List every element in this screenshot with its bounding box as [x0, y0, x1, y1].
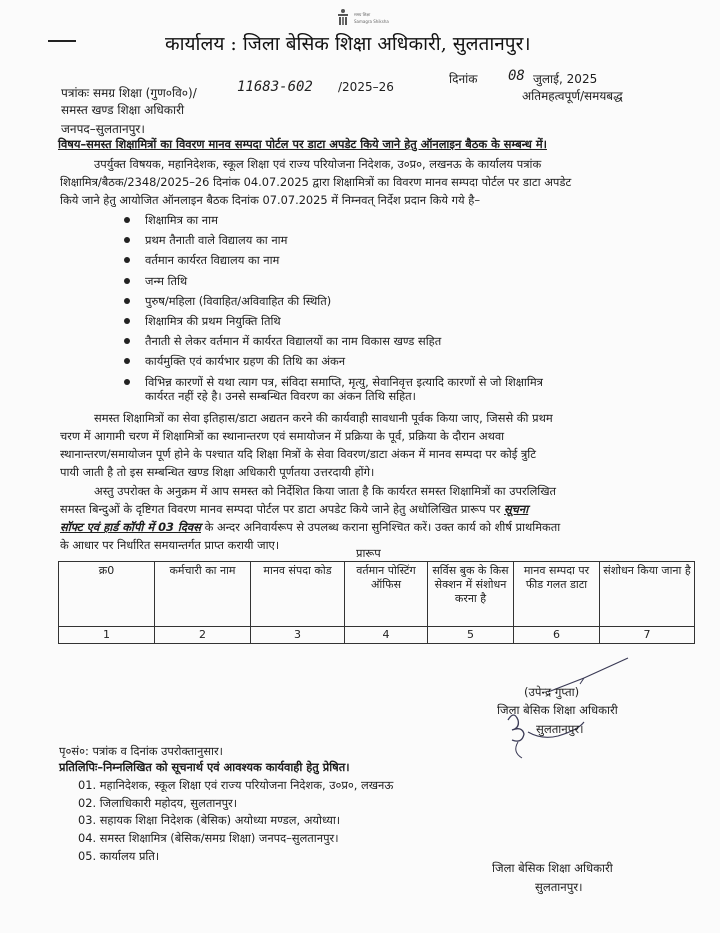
- list-item: वर्तमान कार्यरत विद्यालय का नाम: [124, 250, 543, 270]
- subject-line: विषय–समस्त शिक्षामित्रों का विवरण मानव सम्पदा पोर्टल पर डाटा अपडेट किये जाने हेतु ऑनलाइन बैठक के सम्बन्ध में।: [58, 137, 547, 151]
- emphasis-soft-hard-copy: सॉफ्ट एवं हार्ड कॉपी में 03 दिवस: [60, 520, 201, 534]
- table-header-row: [59, 562, 695, 627]
- table-cell: 2: [155, 627, 251, 644]
- bullet-icon: [124, 257, 130, 263]
- para3-line4: के आधार पर निर्धारित समयान्तर्गत प्राप्त करायी जाए।: [60, 538, 280, 552]
- table-header-cell: मानव सम्पदा पर फीड गलत डाटा: [514, 562, 600, 627]
- table-cell: 7: [600, 627, 695, 644]
- table-cell: 3: [251, 627, 345, 644]
- table-header-cell: क्र0: [59, 562, 155, 627]
- copy-item: 03. सहायक शिक्षा निदेशक (बेसिक) अयोध्या मण्डल, अयोध्या।: [78, 813, 341, 827]
- instruction-list: [124, 210, 543, 392]
- para3-line3: सॉफ्ट एवं हार्ड कॉपी में 03 दिवस के अन्दर अनिवार्यरूप से उपलब्ध कराना सुनिश्चित करें। उक्त कार्य को शीर्ष प्राथमिकता: [60, 520, 561, 534]
- para2-line2: चरण में आगामी चरण में शिक्षामित्रों का स्थानान्तरण एवं समायोजन में प्रक्रिया के पूर्व, प्रक्रिया के दौरान अथवा: [60, 429, 505, 443]
- signatory2-designation: जिला बेसिक शिक्षा अधिकारी: [492, 861, 613, 875]
- table-cell: 6: [514, 627, 600, 644]
- copy-item: 04. समस्त शिक्षामित्र (बेसिक/समग्र शिक्षा) जनपद–सुलतानपुर।: [78, 831, 339, 845]
- patrank-year: /2025–26: [338, 80, 394, 94]
- bullet-icon: [124, 338, 130, 344]
- copy-item: 02. जिलाधिकारी महोदय, सुलतानपुर।: [78, 796, 238, 810]
- table-header-cell: सर्विस बुक के किस सेक्शन में संशोधन करना है: [428, 562, 514, 627]
- patrank-handwritten: 11683-602: [237, 79, 313, 95]
- logo-text-hindi: समग्र शिक्षा: [354, 12, 371, 17]
- table-header-cell: कर्मचारी का नाम: [155, 562, 251, 627]
- signatory-place: सुलतानपुर।: [536, 722, 584, 736]
- copy-item: 05. कार्यालय प्रति।: [78, 849, 160, 863]
- list-item: तैनाती से लेकर वर्तमान में कार्यरत विद्यालयों का नाम विकास खण्ड सहित: [124, 331, 543, 351]
- para1-line3: किये जाने हेतु आयोजित ऑनलाइन बैठक दिनांक 07.07.2025 में निम्नवत् निर्देश प्रदान किये गये है–: [60, 193, 481, 207]
- table-cell: 4: [345, 627, 428, 644]
- list-item: जन्म तिथि: [124, 271, 543, 291]
- list-item: विभिन्न कारणों से यथा त्याग पत्र, संविदा समाप्ति, मृत्यु, सेवानिवृत्त इत्यादि कारणों से जो शिक्षामित्र: [124, 372, 543, 392]
- signatory-name: (उपेन्द्र गुप्ता): [524, 685, 580, 699]
- list-item: शिक्षामित्र की प्रथम नियुक्ति तिथि: [124, 311, 543, 331]
- para1-line2: शिक्षामित्र/बैठक/2348/2025–26 दिनांक 04.07.2025 द्वारा शिक्षामित्रों का विवरण मानव सम्पदा पोर्टल पर डाटा अपडेट: [60, 175, 572, 189]
- list-item: कार्यमुक्ति एवं कार्यभार ग्रहण की तिथि का अंकन: [124, 351, 543, 371]
- bullet-icon: [124, 379, 130, 385]
- signatory2-place: सुलतानपुर।: [535, 880, 583, 894]
- table-header-cell: संशोधन किया जाना है: [600, 562, 695, 627]
- bullet-icon: [124, 318, 130, 324]
- bullet-icon: [124, 237, 130, 243]
- signatory-designation: जिला बेसिक शिक्षा अधिकारी: [497, 703, 618, 717]
- logo-icon: [336, 8, 350, 26]
- table-cell: 1: [59, 627, 155, 644]
- priority-note: अतिमहत्वपूर्ण/समयबद्ध: [522, 89, 623, 103]
- bullet-continuation: कार्यरत नहीं रहे है। उनसे सम्बन्धित विवरण का अंकन तिथि सहित।: [145, 389, 416, 403]
- bullet-icon: [124, 217, 130, 223]
- addressee-line2: जनपद–सुलतानपुर।: [61, 122, 145, 136]
- bullet-icon: [124, 298, 130, 304]
- bullet-icon: [124, 358, 130, 364]
- dinank-label: दिनांक: [449, 72, 478, 86]
- table-header-cell: मानव संपदा कोड: [251, 562, 345, 627]
- bullet-icon: [124, 278, 130, 284]
- para3-line2: समस्त बिन्दुओं के दृष्टिगत विवरण मानव सम्पदा पोर्टल पर डाटा अपडेट किये जाने हेतु अधोलिखित प्रारूप पर सूचना: [60, 502, 529, 516]
- dinank-value: जुलाई, 2025: [533, 72, 598, 86]
- para2-line1: समस्त शिक्षामित्रों का सेवा इतिहास/डाटा अद्यतन करने की कार्यवाही सावधानी पूर्वक किया जाए, जिससे की प्रथम: [94, 411, 553, 425]
- office-title: कार्यालय : जिला बेसिक शिक्षा अधिकारी, सुलतानपुर।: [165, 33, 531, 55]
- para2-line4: पायी जाती है तो इस सम्बन्धित खण्ड शिक्षा अधिकारी पूर्णतया उत्तरदायी होंगे।: [60, 465, 375, 479]
- table-cell: 5: [428, 627, 514, 644]
- copy-header: प्रतिलिपिः–निम्नलिखित को सूचनार्थ एवं आवश्यक कार्यवाही हेतु प्रेषित।: [59, 760, 350, 774]
- copy-reference: पृ०सं०: पत्रांक व दिनांक उपरोक्तानुसार।: [59, 744, 223, 758]
- emphasis-suchna: सूचना: [503, 502, 529, 516]
- para1-line1: उपर्युक्त विषयक, महानिदेशक, स्कूल शिक्षा एवं राज्य परियोजना निदेशक, उ०प्र०, लखनऊ के कार्यालय पत्रांक: [94, 157, 542, 171]
- table-number-row: [59, 627, 695, 644]
- table-header-cell: वर्तमान पोस्टिंग ऑफिस: [345, 562, 428, 627]
- list-item: प्रथम तैनाती वाले विद्यालय का नाम: [124, 230, 543, 250]
- header-dash: [48, 40, 76, 42]
- para2-line3: स्थानान्तरण/समायोजन पूर्ण होने के पश्चात यदि शिक्षा मित्रों के सेवा विवरण/डाटा अंकन में मानव सम्पदा पर कोई त्रुटि: [60, 447, 536, 461]
- format-table: [58, 561, 695, 644]
- list-item: पुरुष/महिला (विवाहित/अविवाहित की स्थिति): [124, 291, 543, 311]
- patrank-label: पत्रांकः समग्र शिक्षा (गुण०वि०)/: [61, 86, 197, 100]
- table-caption: प्रारूप: [356, 546, 381, 560]
- addressee-line1: समस्त खण्ड शिक्षा अधिकारी: [61, 103, 185, 117]
- logo-text-english: Samagra Shiksha: [354, 19, 389, 24]
- dinank-handwritten: 08: [508, 68, 525, 84]
- para3-line1: अस्तु उपरोक्त के अनुक्रम में आप समस्त को निर्देशित किया जाता है कि कार्यरत समस्त शिक्षामित्रों का उपरलिखित: [94, 484, 557, 498]
- list-item: शिक्षामित्र का नाम: [124, 210, 543, 230]
- copy-item: 01. महानिदेशक, स्कूल शिक्षा एवं राज्य परियोजना निदेशक, उ०प्र०, लखनऊ: [78, 778, 394, 792]
